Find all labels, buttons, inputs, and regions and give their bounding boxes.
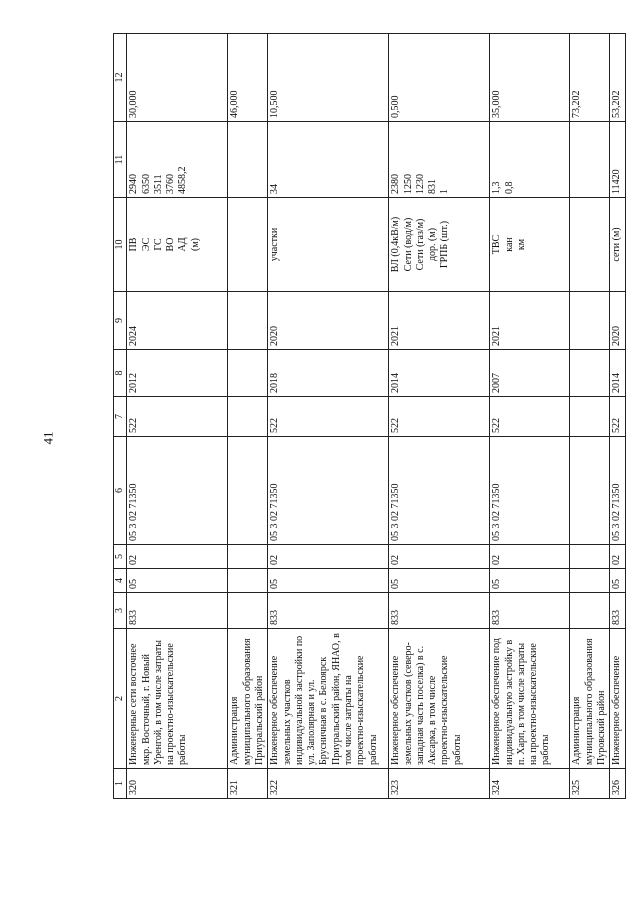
section-cell xyxy=(570,569,610,593)
amount-cell: 30,000 xyxy=(127,34,228,122)
cell-line: Сети (газ/м) xyxy=(414,218,426,271)
end-year-cell xyxy=(570,292,610,350)
expense-type-cell: 522 xyxy=(490,397,570,437)
cell-line: 34 xyxy=(269,184,281,194)
object-name-cell: Инженерные сети восточнее мкр. Восточный, г. Новый Уренгой, в том числе затраты на проектно-изыскательские работы xyxy=(127,629,228,769)
subsection-cell xyxy=(570,545,610,569)
header-cell: 6 xyxy=(114,437,127,545)
row-number-cell: 325 xyxy=(570,769,610,799)
cell-line: ГС xyxy=(152,238,164,251)
header-cell: 11 xyxy=(114,122,127,198)
subsection-cell: 02 xyxy=(389,545,490,569)
subsection-cell: 02 xyxy=(490,545,570,569)
header-cell: 8 xyxy=(114,350,127,397)
cell-line: 3511 xyxy=(152,174,164,194)
cell-line: 1230 xyxy=(414,174,426,194)
subsection-cell: 02 xyxy=(610,545,625,569)
cell-line: 2940 xyxy=(128,174,140,194)
cell-line: ЭС xyxy=(140,237,152,252)
capacity-unit-cell xyxy=(570,198,610,292)
expense-type-cell: 522 xyxy=(127,397,228,437)
amount-cell: 53,202 xyxy=(610,34,625,122)
code-cell xyxy=(228,593,268,629)
end-year-cell: 2020 xyxy=(610,292,625,350)
end-year-cell: 2024 xyxy=(127,292,228,350)
amount-cell: 10,500 xyxy=(268,34,389,122)
header-cell: 3 xyxy=(114,593,127,629)
target-article-cell: 05 3 02 71350 xyxy=(268,437,389,545)
target-article-cell: 05 3 02 71350 xyxy=(127,437,228,545)
cell-line: ГРПБ (шт.) xyxy=(439,220,451,269)
subsection-cell xyxy=(228,545,268,569)
capacity-value-cell xyxy=(228,122,268,198)
row-number-cell: 322 xyxy=(268,769,389,799)
subsection-cell: 02 xyxy=(127,545,228,569)
table-row xyxy=(490,34,570,799)
cell-line: сети (м) xyxy=(611,227,623,262)
code-cell: 833 xyxy=(389,593,490,629)
header-cell: 9 xyxy=(114,292,127,350)
code-cell: 833 xyxy=(127,593,228,629)
capacity-unit-cell xyxy=(268,198,389,292)
section-cell: 05 xyxy=(610,569,625,593)
header-cell: 2 xyxy=(114,629,127,769)
header-row xyxy=(114,34,127,799)
cell-line: 4858,2 xyxy=(177,166,189,194)
capacity-unit-cell xyxy=(127,198,228,292)
amount-cell: 73,202 xyxy=(570,34,610,122)
target-article-cell xyxy=(228,437,268,545)
amount-cell: 46,000 xyxy=(228,34,268,122)
target-article-cell: 05 3 02 71350 xyxy=(490,437,570,545)
table-row xyxy=(389,34,490,799)
object-name-cell: Инженерное обеспечение земельных участков (северо-западная часть поселка) в с. Аксарка, в том числе проектно-изыскательские работы xyxy=(389,629,490,769)
end-year-cell: 2020 xyxy=(268,292,389,350)
code-cell xyxy=(570,593,610,629)
object-name-cell: Инженерное обеспечение под индивидуальную застройку в п. Харп, в том числе затраты на проектно-изыскательские работы xyxy=(490,629,570,769)
object-name-cell: Администрация муниципального образования Пуровский район xyxy=(570,629,610,769)
cell-line: ВЛ (0,4кВ/м) xyxy=(390,216,402,273)
header-cell: 10 xyxy=(114,198,127,292)
capacity-unit-cell xyxy=(610,198,625,292)
expense-type-cell xyxy=(570,397,610,437)
expense-type-cell xyxy=(228,397,268,437)
end-year-cell: 2021 xyxy=(389,292,490,350)
header-cell: 1 xyxy=(114,769,127,799)
start-year-cell xyxy=(570,350,610,397)
row-number-cell: 324 xyxy=(490,769,570,799)
section-cell: 05 xyxy=(389,569,490,593)
start-year-cell xyxy=(228,350,268,397)
expense-type-cell: 522 xyxy=(268,397,389,437)
object-name-cell: Инженерное обеспечение xyxy=(610,629,625,769)
rotated-table-wrapper xyxy=(113,34,623,799)
subsection-cell: 02 xyxy=(268,545,389,569)
cell-line: ПВ xyxy=(128,237,140,252)
row-number-cell: 321 xyxy=(228,769,268,799)
row-number-cell: 326 xyxy=(610,769,625,799)
cell-line: 6350 xyxy=(140,174,152,194)
section-cell: 05 xyxy=(127,569,228,593)
cell-line: 1 xyxy=(439,189,451,194)
cell-line: 0,8 xyxy=(503,181,515,194)
capacity-unit-cell xyxy=(389,198,490,292)
start-year-cell: 2014 xyxy=(610,350,625,397)
data-table xyxy=(113,33,626,799)
start-year-cell: 2012 xyxy=(127,350,228,397)
cell-line: ТВС xyxy=(491,234,503,255)
cell-line: участки xyxy=(269,227,281,262)
page-number: 41 xyxy=(40,431,56,445)
cell-line: Сети (вод/м) xyxy=(402,217,414,272)
section-cell: 05 xyxy=(268,569,389,593)
expense-type-cell: 522 xyxy=(389,397,490,437)
cell-line: 831 xyxy=(427,179,439,194)
header-cell: 5 xyxy=(114,545,127,569)
row-number-cell: 320 xyxy=(127,769,228,799)
capacity-value-cell xyxy=(389,122,490,198)
header-cell: 4 xyxy=(114,569,127,593)
table-row xyxy=(610,34,625,799)
table-row xyxy=(570,34,610,799)
cell-line: 11420 xyxy=(611,169,623,194)
cell-line: 2380 xyxy=(390,174,402,194)
amount-cell: 0,500 xyxy=(389,34,490,122)
expense-type-cell: 522 xyxy=(610,397,625,437)
table-row xyxy=(268,34,389,799)
capacity-value-cell xyxy=(268,122,389,198)
capacity-value-cell xyxy=(490,122,570,198)
section-cell xyxy=(228,569,268,593)
code-cell: 833 xyxy=(610,593,625,629)
cell-line: 3760 xyxy=(165,174,177,194)
end-year-cell xyxy=(228,292,268,350)
cell-line: 1,3 xyxy=(491,181,503,194)
target-article-cell: 05 3 02 71350 xyxy=(610,437,625,545)
cell-line: дор. (м) xyxy=(427,227,439,262)
cell-line: (м) xyxy=(189,238,201,251)
cell-line: кан xyxy=(503,237,515,252)
code-cell: 833 xyxy=(268,593,389,629)
start-year-cell: 2018 xyxy=(268,350,389,397)
start-year-cell: 2014 xyxy=(389,350,490,397)
code-cell: 833 xyxy=(490,593,570,629)
cell-line: ВО xyxy=(165,237,177,252)
header-cell: 12 xyxy=(114,34,127,122)
object-name-cell: Администрация муниципального образования Приуральский район xyxy=(228,629,268,769)
section-cell: 05 xyxy=(490,569,570,593)
cell-line: 1250 xyxy=(402,174,414,194)
object-name-cell: Инженерное обеспечение земельных участков индивидуальной застройки по ул. Заполярная и ул. Брусничная в с. Белоярск Приуральский район, ЯНАО, в том числе затраты на проектно-изыскательские работы xyxy=(268,629,389,769)
row-number-cell: 323 xyxy=(389,769,490,799)
capacity-value-cell xyxy=(127,122,228,198)
capacity-value-cell xyxy=(570,122,610,198)
capacity-unit-cell xyxy=(228,198,268,292)
table-row xyxy=(228,34,268,799)
end-year-cell: 2021 xyxy=(490,292,570,350)
table-row xyxy=(127,34,228,799)
amount-cell: 35,000 xyxy=(490,34,570,122)
header-cell: 7 xyxy=(114,397,127,437)
target-article-cell: 05 3 02 71350 xyxy=(389,437,490,545)
start-year-cell: 2007 xyxy=(490,350,570,397)
cell-line: АД xyxy=(177,237,189,252)
cell-line: км xyxy=(515,238,527,251)
target-article-cell xyxy=(570,437,610,545)
capacity-value-cell xyxy=(610,122,625,198)
capacity-unit-cell xyxy=(490,198,570,292)
